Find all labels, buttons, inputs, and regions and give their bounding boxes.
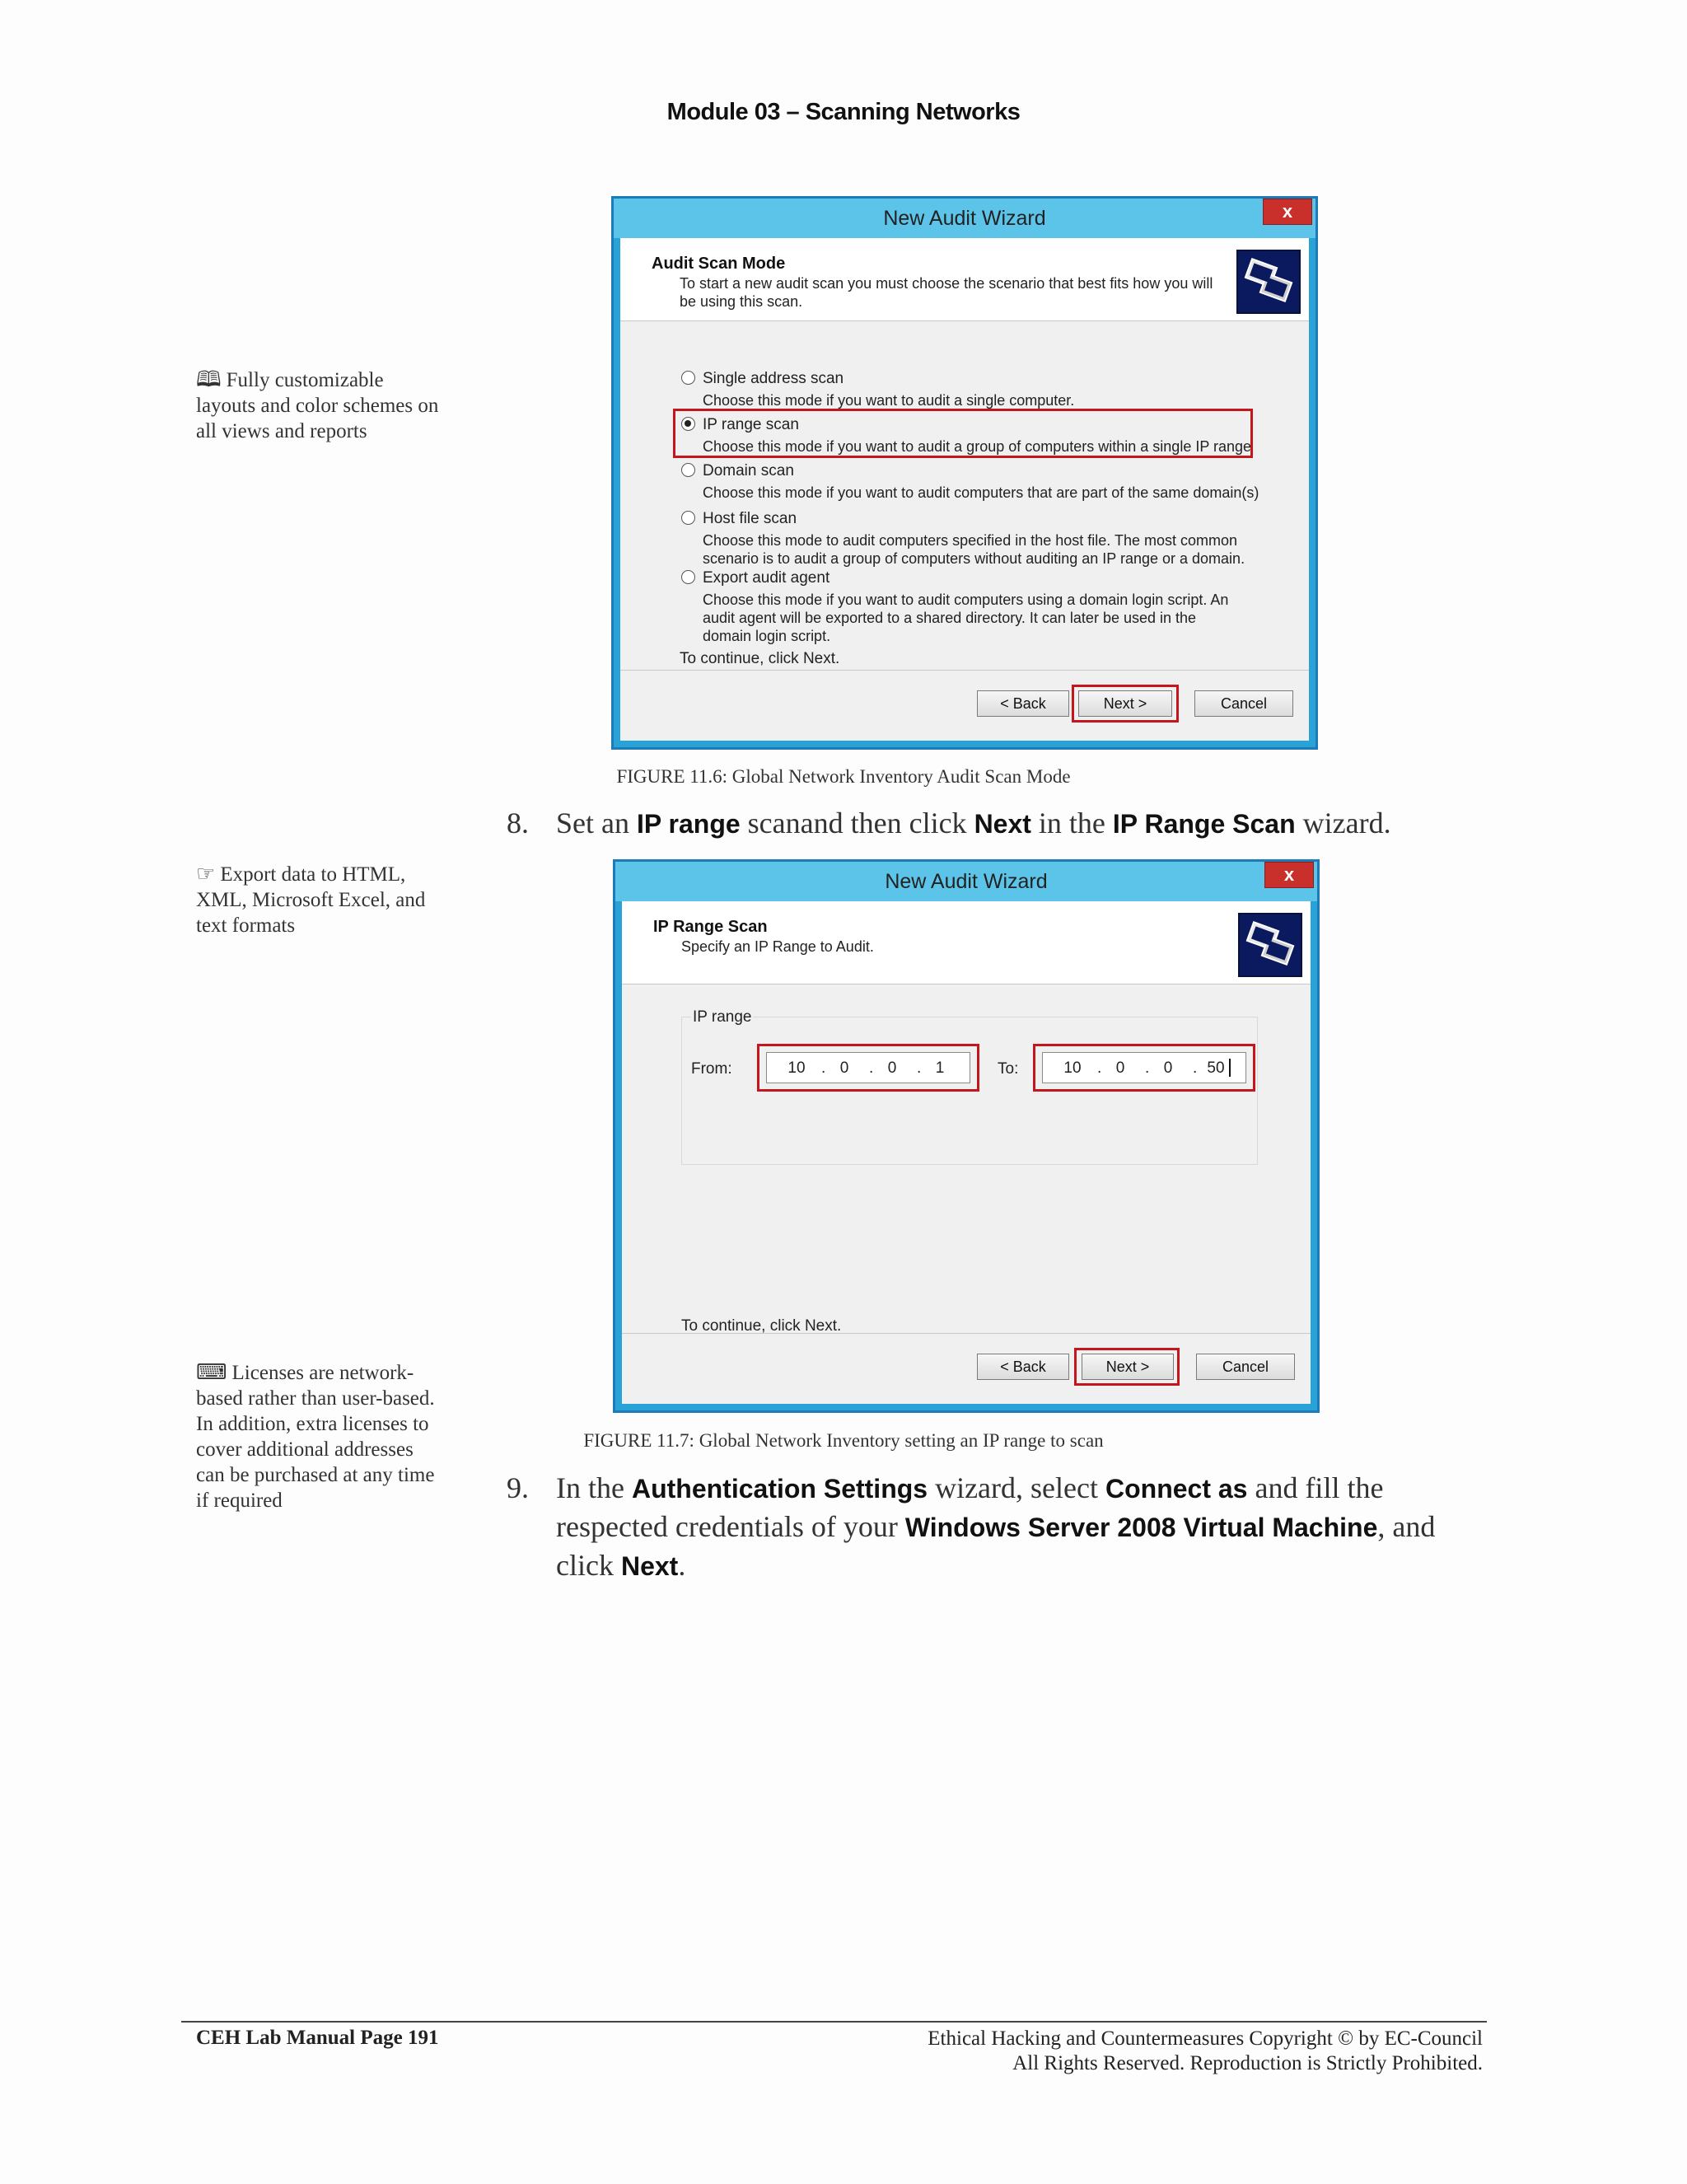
footer-divider bbox=[181, 2021, 1487, 2023]
ip-dot: . bbox=[917, 1059, 922, 1077]
text: , and click bbox=[556, 1510, 1436, 1582]
back-button[interactable]: < Back bbox=[977, 690, 1069, 717]
ip-octet: 0 bbox=[887, 1059, 897, 1077]
to-label: To: bbox=[998, 1060, 1019, 1078]
ip-octet: 0 bbox=[1163, 1059, 1173, 1077]
highlight-box bbox=[1074, 1348, 1180, 1386]
cancel-button[interactable]: Cancel bbox=[1194, 690, 1293, 717]
dialog-title: New Audit Wizard bbox=[614, 199, 1315, 238]
ip-octet: 10 bbox=[787, 1059, 806, 1077]
bold-text: Connect as bbox=[1105, 1474, 1248, 1504]
bold-text: Windows Server 2008 Virtual Machine bbox=[904, 1513, 1378, 1542]
pointing-hand-icon: ☞ bbox=[196, 862, 216, 886]
text: . bbox=[678, 1549, 686, 1582]
radio-host-file[interactable] bbox=[681, 511, 695, 525]
dialog-header bbox=[620, 238, 1309, 321]
copyright-line-2: All Rights Reserved. Reproduction is Strictly Prohibited. bbox=[1012, 2052, 1483, 2074]
highlight-box bbox=[1033, 1044, 1255, 1092]
group-label: IP range bbox=[693, 1008, 752, 1026]
step-number: 8. bbox=[507, 807, 529, 839]
option-label: Domain scan bbox=[703, 462, 794, 479]
dialog-body bbox=[622, 901, 1311, 1404]
audit-wizard-dialog-1 bbox=[611, 196, 1318, 750]
cancel-button[interactable]: Cancel bbox=[1196, 1354, 1295, 1380]
option-label: Export audit agent bbox=[703, 569, 830, 587]
continue-text: To continue, click Next. bbox=[680, 650, 840, 667]
step-8 bbox=[507, 804, 1495, 845]
step-text bbox=[556, 804, 1487, 843]
copyright-line-1: Ethical Hacking and Countermeasures Copyright © by EC-Council bbox=[928, 2027, 1483, 2050]
text: and fill the respected credentials of your bbox=[556, 1471, 1384, 1543]
ip-octet: 0 bbox=[1115, 1059, 1125, 1077]
continue-text: To continue, click Next. bbox=[681, 1317, 842, 1335]
step-number: 9. bbox=[507, 1471, 529, 1504]
book-icon: 🕮 bbox=[196, 367, 222, 391]
computers-icon bbox=[1238, 913, 1302, 977]
audit-wizard-dialog-2 bbox=[613, 859, 1320, 1413]
close-button[interactable]: x bbox=[1263, 199, 1312, 225]
from-label: From: bbox=[691, 1060, 732, 1078]
button-bar bbox=[620, 670, 1309, 741]
sidenote-export bbox=[196, 861, 443, 938]
ip-octet: 0 bbox=[839, 1059, 849, 1077]
step-text bbox=[556, 1469, 1487, 1585]
text: wizard. bbox=[1295, 807, 1391, 839]
sidenote-text: Fully customizable layouts and color schemes on all views and reports bbox=[196, 369, 439, 442]
header-description: To start a new audit scan you must choose the scenario that best fits how you will be using this scan. bbox=[680, 275, 1213, 310]
bold-text: Next bbox=[620, 1551, 679, 1581]
dialog-body bbox=[620, 238, 1309, 741]
text: scanand then click bbox=[740, 807, 974, 839]
dialog-title: New Audit Wizard bbox=[615, 862, 1317, 901]
highlight-box bbox=[673, 409, 1253, 458]
footer-copyright bbox=[928, 2027, 1483, 2076]
keyboard-icon: ⌨ bbox=[196, 1360, 227, 1384]
bold-text: IP Range Scan bbox=[1112, 809, 1296, 839]
back-button[interactable]: < Back bbox=[977, 1354, 1069, 1380]
highlight-box bbox=[1072, 685, 1179, 723]
header-title: IP Range Scan bbox=[653, 918, 768, 936]
option-desc: Choose this mode to audit computers specified in the host file. The most common scenario is to audit a group of computers without auditing an IP range or a domain. bbox=[703, 532, 1245, 567]
text: wizard, select bbox=[928, 1471, 1105, 1504]
option-label: Host file scan bbox=[703, 510, 797, 527]
radio-domain[interactable] bbox=[681, 463, 695, 477]
option-desc: Choose this mode if you want to audit a group of computers within a single IP range bbox=[703, 438, 1252, 455]
text: In the bbox=[556, 1471, 632, 1504]
ip-octet: 10 bbox=[1063, 1059, 1082, 1077]
header-title: Audit Scan Mode bbox=[652, 255, 786, 273]
ip-octet: 50 bbox=[1207, 1059, 1225, 1077]
ip-dot: . bbox=[1097, 1059, 1102, 1077]
bold-text: IP range bbox=[636, 809, 741, 839]
sidenote-text: Licenses are network-based rather than user-based. In addition, extra licenses to cover additional addresses can be purchased at any time if required bbox=[196, 1362, 435, 1512]
figure-caption: FIGURE 11.6: Global Network Inventory Audit Scan Mode bbox=[616, 766, 1071, 787]
footer-page-label: CEH Lab Manual Page 191 bbox=[196, 2027, 439, 2049]
text: Set an bbox=[556, 807, 637, 839]
option-desc: Choose this mode if you want to audit computers using a domain login script. An audit agent will be exported to a shared directory. It can later be used in the domain login script. bbox=[703, 592, 1229, 644]
figure-caption: FIGURE 11.7: Global Network Inventory setting an IP range to scan bbox=[583, 1430, 1104, 1451]
ip-dot: . bbox=[869, 1059, 874, 1077]
sidenote-customizable bbox=[196, 367, 443, 444]
option-label: Single address scan bbox=[703, 370, 844, 387]
computers-icon bbox=[1236, 250, 1301, 314]
highlight-box bbox=[757, 1044, 979, 1092]
ip-dot: . bbox=[1193, 1059, 1198, 1077]
bold-text: Next bbox=[974, 809, 1031, 839]
radio-single-address[interactable] bbox=[681, 371, 695, 385]
sidenote-text: Export data to HTML, XML, Microsoft Excel, and text formats bbox=[196, 863, 426, 937]
bold-text: Authentication Settings bbox=[631, 1474, 928, 1504]
option-desc: Choose this mode if you want to audit a single computer. bbox=[703, 392, 1075, 409]
step-9 bbox=[507, 1469, 1495, 1584]
close-button[interactable]: x bbox=[1264, 862, 1314, 888]
button-bar bbox=[622, 1333, 1311, 1404]
ip-dot: . bbox=[1145, 1059, 1150, 1077]
next-button[interactable]: Next > bbox=[1082, 1354, 1174, 1380]
option-desc: Choose this mode if you want to audit computers that are part of the same domain(s) bbox=[703, 484, 1259, 501]
option-label: IP range scan bbox=[703, 416, 799, 433]
next-button[interactable]: Next > bbox=[1078, 690, 1172, 717]
ip-dot: . bbox=[821, 1059, 826, 1077]
dialog-header bbox=[622, 901, 1311, 984]
ip-octet: 1 bbox=[935, 1059, 945, 1077]
radio-export-agent[interactable] bbox=[681, 570, 695, 584]
header-description: Specify an IP Range to Audit. bbox=[681, 938, 874, 955]
page-header: Module 03 – Scanning Networks bbox=[666, 99, 1021, 125]
text: in the bbox=[1030, 807, 1113, 839]
